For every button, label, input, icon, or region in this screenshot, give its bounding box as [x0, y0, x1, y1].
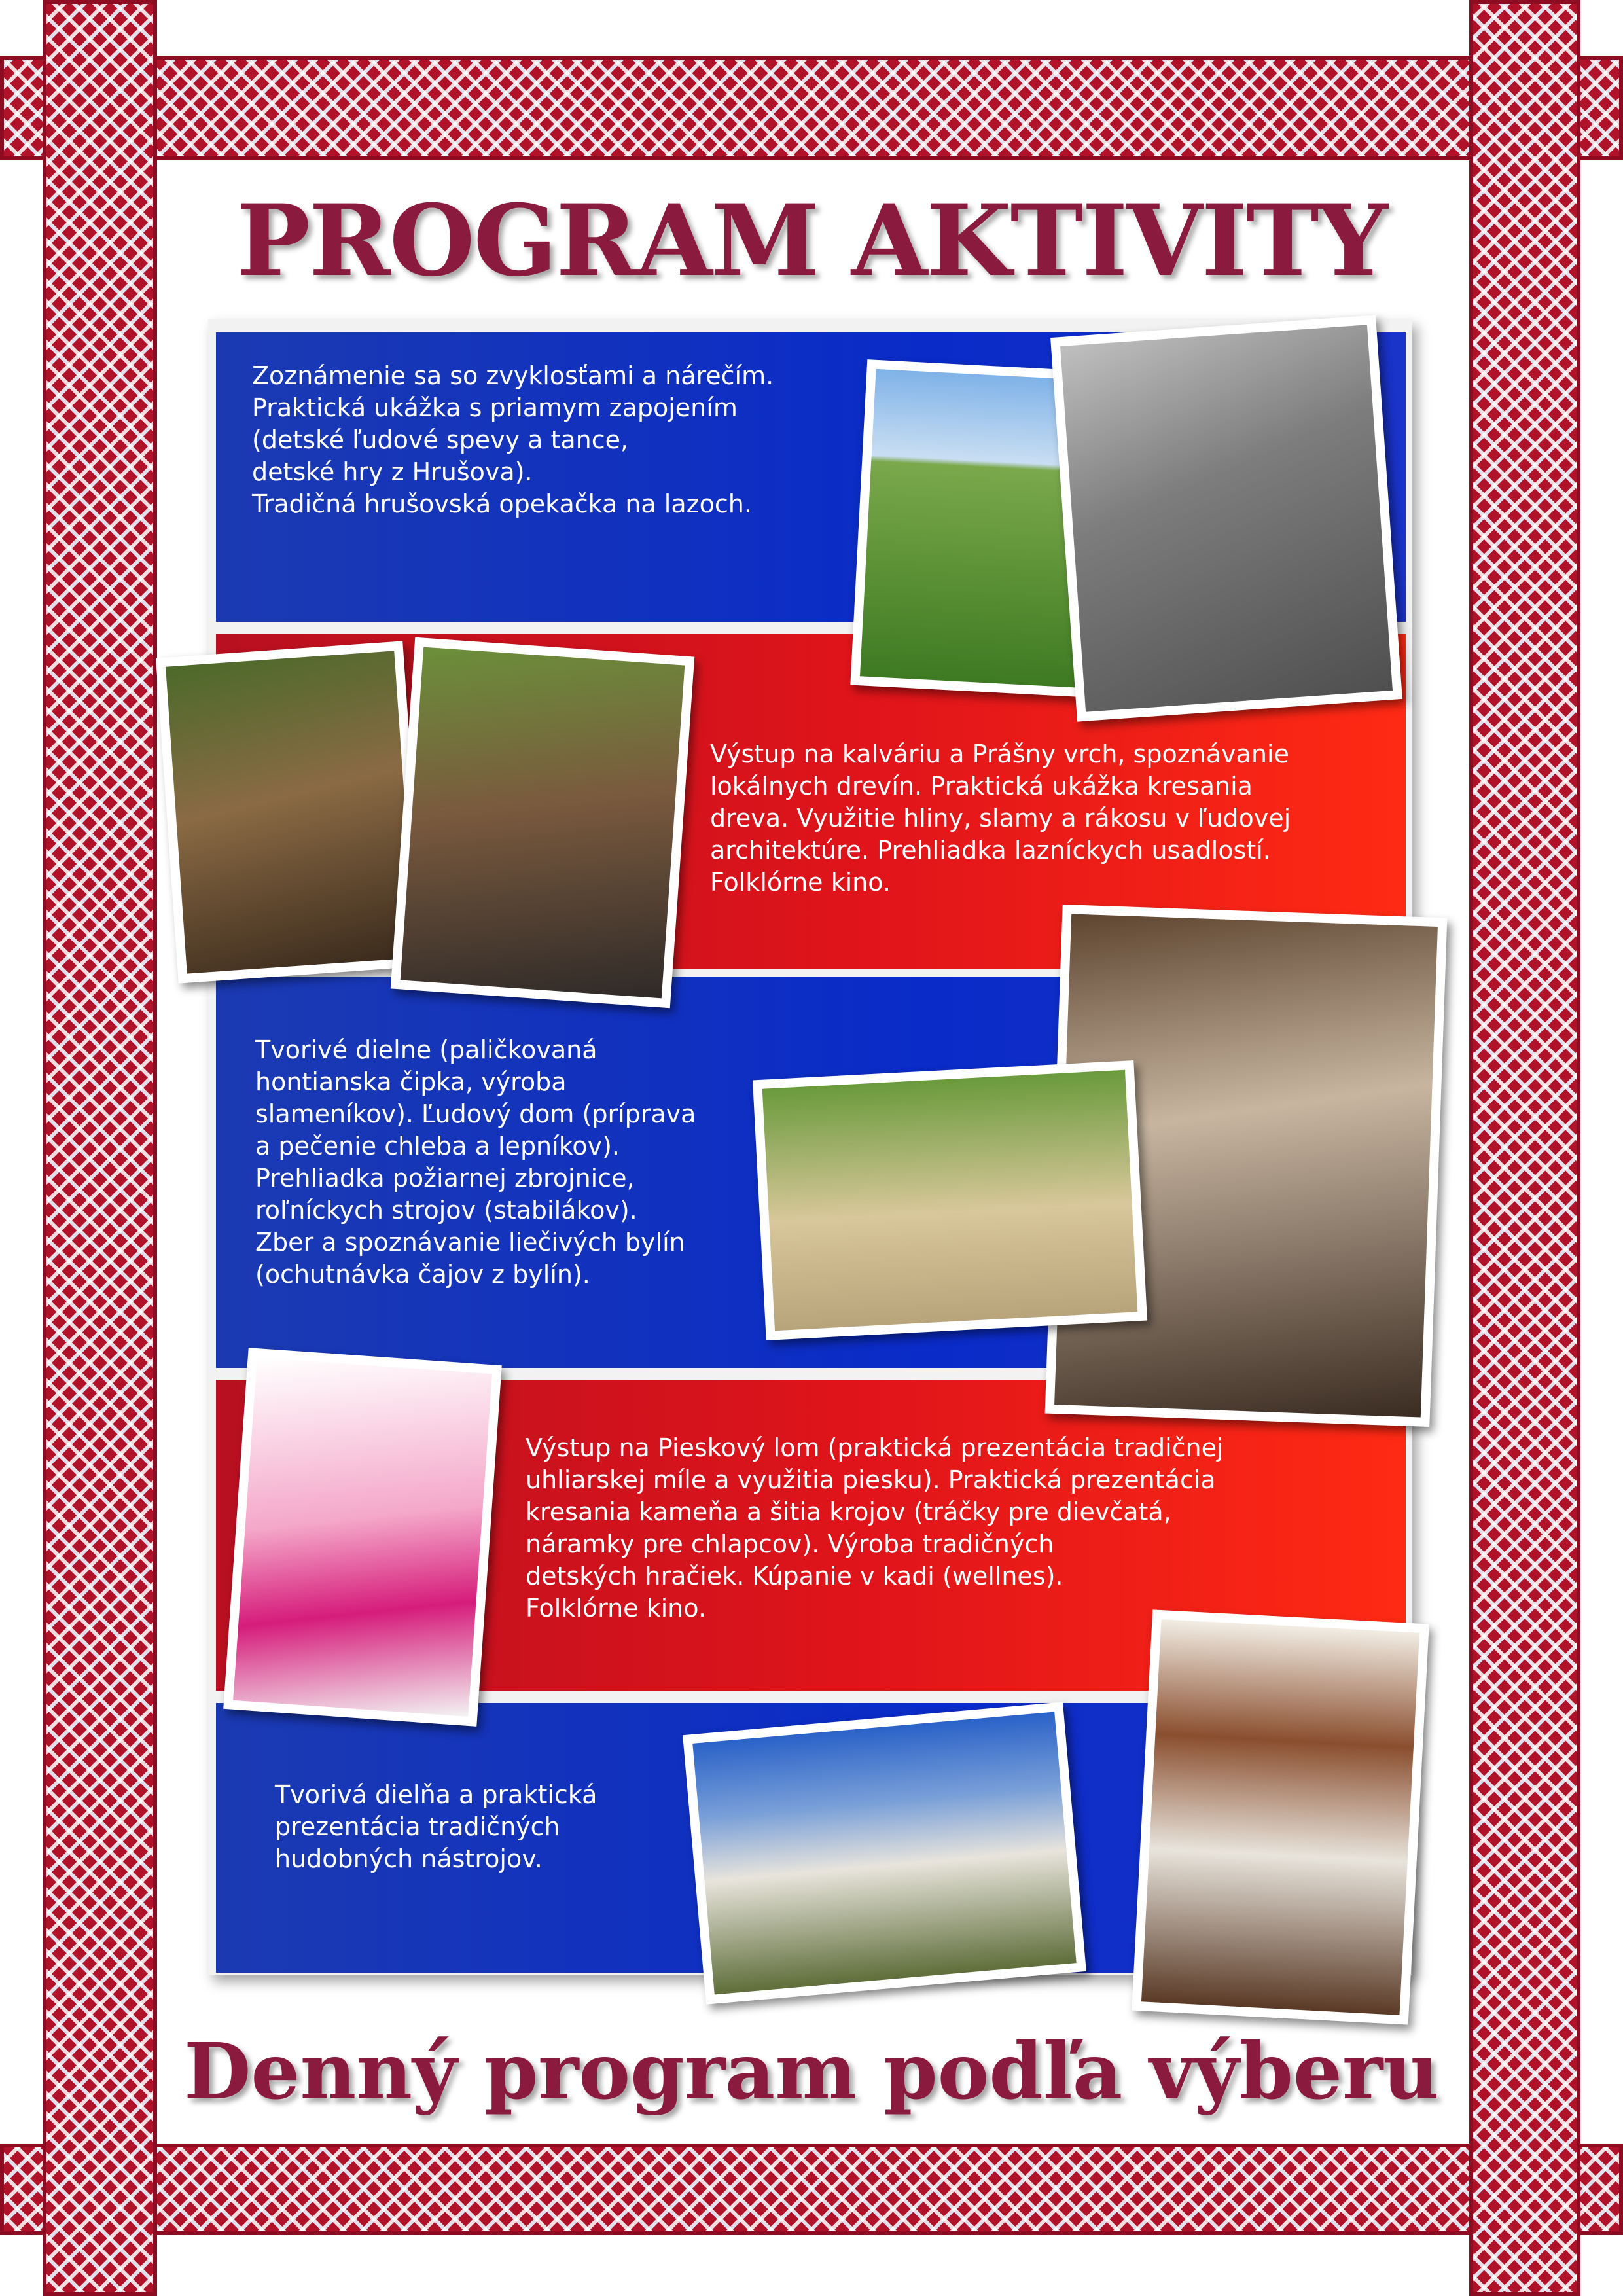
page-title: PROGRAM AKTIVITY	[236, 183, 1387, 298]
section-5-text: Tvorivá dielňa a praktická prezentácia tradičných hudobných nástrojov.	[275, 1780, 597, 1873]
photo-traditional-kitchen	[1132, 1609, 1429, 2024]
section-4-text: Výstup na Pieskový lom (praktická prezentácia tradičnej uhliarskej míle a využitia piesku). Praktická prezentácia kresania kameňa a šitia krojov (tráčky pre dievčatá, náramky pre chlapcov). Výroba tradičných detských hračiek. Kúpanie v kadi (wellnes). Folklórne kino.	[526, 1433, 1224, 1623]
photo-girls-in-folk-costume	[1050, 315, 1402, 721]
footer-title: Denný program podľa výberu	[184, 2026, 1439, 2117]
photo-costume-sewing	[223, 1348, 502, 1727]
section-2-text: Výstup na kalváriu a Prášny vrch, spoznávanie lokálnych drevín. Praktická ukážka kresania dreva. Využitie hliny, slamy a rákosu v ľudovej architektúre. Prehliadka lazníckych usadlostí. Folklórne kino.	[710, 740, 1291, 897]
photo-threshing-straw	[753, 1060, 1147, 1340]
photo-wood-carving	[156, 641, 425, 983]
folk-border-right	[1469, 0, 1580, 2296]
section-3-text: Tvorivé dielne (paličkovaná hontianska čipka, výroba slameníkov). Ľudový dom (príprava a pečenie chleba a lepníkov). Prehliadka požiarnej zbrojnice, roľníckych strojov (stabilákov). Zber a spoznávanie liečivých bylín (ochutnávka čajov z bylín).	[255, 1035, 696, 1289]
folk-border-left	[43, 0, 157, 2296]
photo-blacksmith-workshop	[391, 637, 694, 1009]
photo-village-house	[683, 1702, 1086, 2004]
section-1-text: Zoznámenie sa so zvyklosťami a nárečím. Praktická ukážka s priamym zapojením (detské ľudové spevy a tance, detské hry z Hrušova). Tradičná hrušovská opekačka na lazoch.	[252, 361, 774, 518]
folk-border-bottom	[0, 2144, 1623, 2235]
folk-border-top	[0, 56, 1623, 160]
